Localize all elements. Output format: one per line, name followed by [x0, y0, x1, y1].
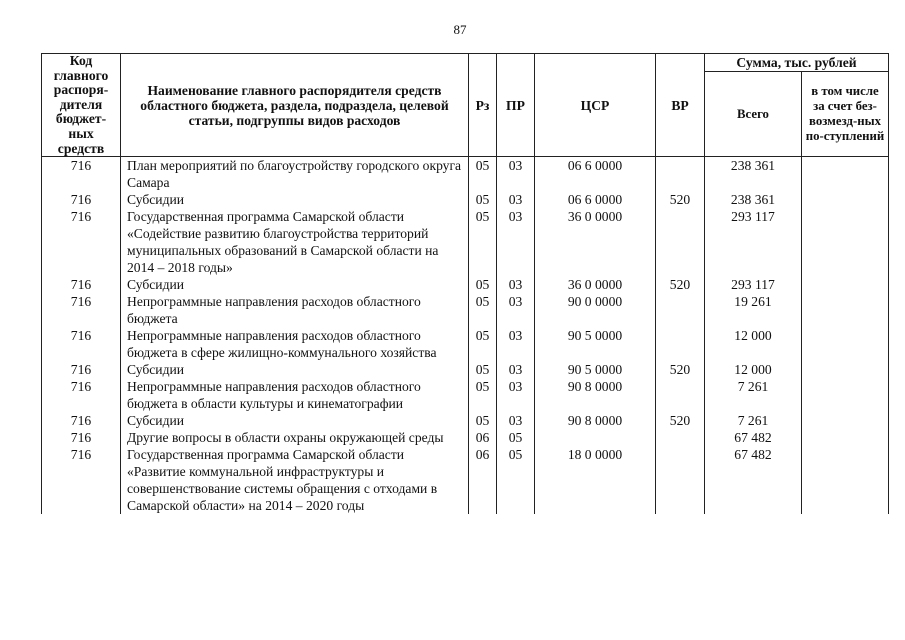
cell-rz: 06 [469, 446, 497, 514]
cell-pr: 03 [497, 208, 535, 276]
header-name: Наименование главного распорядителя средств областного бюджета, раздела, подраздела, целевой статьи, подгруппы видов расходов [121, 54, 469, 157]
cell-pr: 03 [497, 191, 535, 208]
cell-name: Непрограммные направления расходов областного бюджета в сфере жилищно-коммунального хозяйства [121, 327, 469, 361]
cell-csr: 90 8 0000 [535, 378, 656, 412]
table-row [42, 208, 889, 276]
cell-free [802, 293, 889, 327]
header-total: Всего [705, 72, 802, 157]
table-body [42, 157, 889, 515]
cell-free [802, 157, 889, 192]
cell-total: 67 482 [705, 446, 802, 514]
cell-vr: 520 [656, 412, 705, 429]
cell-rz: 05 [469, 412, 497, 429]
cell-csr: 06 6 0000 [535, 191, 656, 208]
cell-free [802, 378, 889, 412]
cell-free [802, 276, 889, 293]
cell-name: Непрограммные направления расходов областного бюджета [121, 293, 469, 327]
cell-total: 12 000 [705, 327, 802, 361]
table-row [42, 429, 889, 446]
cell-free [802, 191, 889, 208]
cell-pr: 03 [497, 327, 535, 361]
cell-code: 716 [42, 208, 121, 276]
cell-name: Непрограммные направления расходов областного бюджета в области культуры и кинематографии [121, 378, 469, 412]
header-pr: ПР [497, 54, 535, 157]
cell-code: 716 [42, 276, 121, 293]
header-sum-group: Сумма, тыс. рублей [705, 54, 889, 72]
cell-pr: 03 [497, 157, 535, 192]
cell-free [802, 446, 889, 514]
cell-pr: 03 [497, 412, 535, 429]
cell-vr [656, 429, 705, 446]
cell-total: 293 117 [705, 276, 802, 293]
cell-vr [656, 293, 705, 327]
cell-vr [656, 446, 705, 514]
cell-total: 67 482 [705, 429, 802, 446]
cell-code: 716 [42, 361, 121, 378]
cell-free [802, 327, 889, 361]
cell-csr: 90 0 0000 [535, 293, 656, 327]
cell-vr [656, 327, 705, 361]
cell-pr: 03 [497, 361, 535, 378]
header-csr: ЦСР [535, 54, 656, 157]
cell-total: 7 261 [705, 378, 802, 412]
cell-code: 716 [42, 429, 121, 446]
table-row [42, 361, 889, 378]
table-row [42, 276, 889, 293]
cell-rz: 06 [469, 429, 497, 446]
table-row [42, 157, 889, 192]
cell-code: 716 [42, 327, 121, 361]
cell-code: 716 [42, 157, 121, 192]
cell-vr [656, 157, 705, 192]
header-free: в том числе за счет без-возмезд-ных по-ступлений [802, 72, 889, 157]
cell-total: 19 261 [705, 293, 802, 327]
page-number: 87 [453, 22, 467, 37]
cell-vr [656, 208, 705, 276]
cell-code: 716 [42, 378, 121, 412]
cell-pr: 05 [497, 429, 535, 446]
cell-vr: 520 [656, 276, 705, 293]
cell-code: 716 [42, 293, 121, 327]
cell-name: План мероприятий по благоустройству городского округа Самара [121, 157, 469, 192]
cell-rz: 05 [469, 327, 497, 361]
cell-vr: 520 [656, 191, 705, 208]
cell-csr: 90 5 0000 [535, 361, 656, 378]
cell-rz: 05 [469, 378, 497, 412]
cell-name: Другие вопросы в области охраны окружающей среды [121, 429, 469, 446]
table-row [42, 412, 889, 429]
cell-total: 7 261 [705, 412, 802, 429]
cell-free [802, 208, 889, 276]
cell-free [802, 412, 889, 429]
cell-total: 238 361 [705, 157, 802, 192]
cell-total: 12 000 [705, 361, 802, 378]
header-code: Код главного распоря-дителя бюджет-ных средств [42, 54, 121, 157]
cell-rz: 05 [469, 276, 497, 293]
cell-rz: 05 [469, 191, 497, 208]
cell-csr: 18 0 0000 [535, 446, 656, 514]
cell-code: 716 [42, 191, 121, 208]
table-row [42, 446, 889, 514]
cell-csr: 90 5 0000 [535, 327, 656, 361]
cell-vr: 520 [656, 361, 705, 378]
cell-rz: 05 [469, 293, 497, 327]
cell-total: 238 361 [705, 191, 802, 208]
table-row [42, 191, 889, 208]
cell-csr: 36 0 0000 [535, 208, 656, 276]
cell-free [802, 361, 889, 378]
budget-table [41, 53, 889, 514]
cell-name: Государственная программа Самарской области «Развитие коммунальной инфраструктуры и совершенствование системы обращения с отходами в Самарской области» на 2014 – 2020 годы [121, 446, 469, 514]
cell-rz: 05 [469, 157, 497, 192]
cell-code: 716 [42, 446, 121, 514]
cell-total: 293 117 [705, 208, 802, 276]
cell-pr: 03 [497, 378, 535, 412]
cell-csr: 36 0 0000 [535, 276, 656, 293]
cell-rz: 05 [469, 208, 497, 276]
cell-name: Субсидии [121, 191, 469, 208]
header-rz: Рз [469, 54, 497, 157]
cell-vr [656, 378, 705, 412]
cell-pr: 03 [497, 276, 535, 293]
cell-free [802, 429, 889, 446]
cell-pr: 05 [497, 446, 535, 514]
cell-code: 716 [42, 412, 121, 429]
table-row [42, 378, 889, 412]
cell-csr [535, 429, 656, 446]
cell-name: Субсидии [121, 276, 469, 293]
table-row [42, 327, 889, 361]
cell-name: Субсидии [121, 361, 469, 378]
table-row [42, 293, 889, 327]
cell-name: Субсидии [121, 412, 469, 429]
cell-name: Государственная программа Самарской области «Содействие развитию благоустройства территорий муниципальных образований в Самарской области на 2014 – 2018 годы» [121, 208, 469, 276]
cell-csr: 06 6 0000 [535, 157, 656, 192]
header-vr: ВР [656, 54, 705, 157]
cell-csr: 90 8 0000 [535, 412, 656, 429]
cell-rz: 05 [469, 361, 497, 378]
cell-pr: 03 [497, 293, 535, 327]
